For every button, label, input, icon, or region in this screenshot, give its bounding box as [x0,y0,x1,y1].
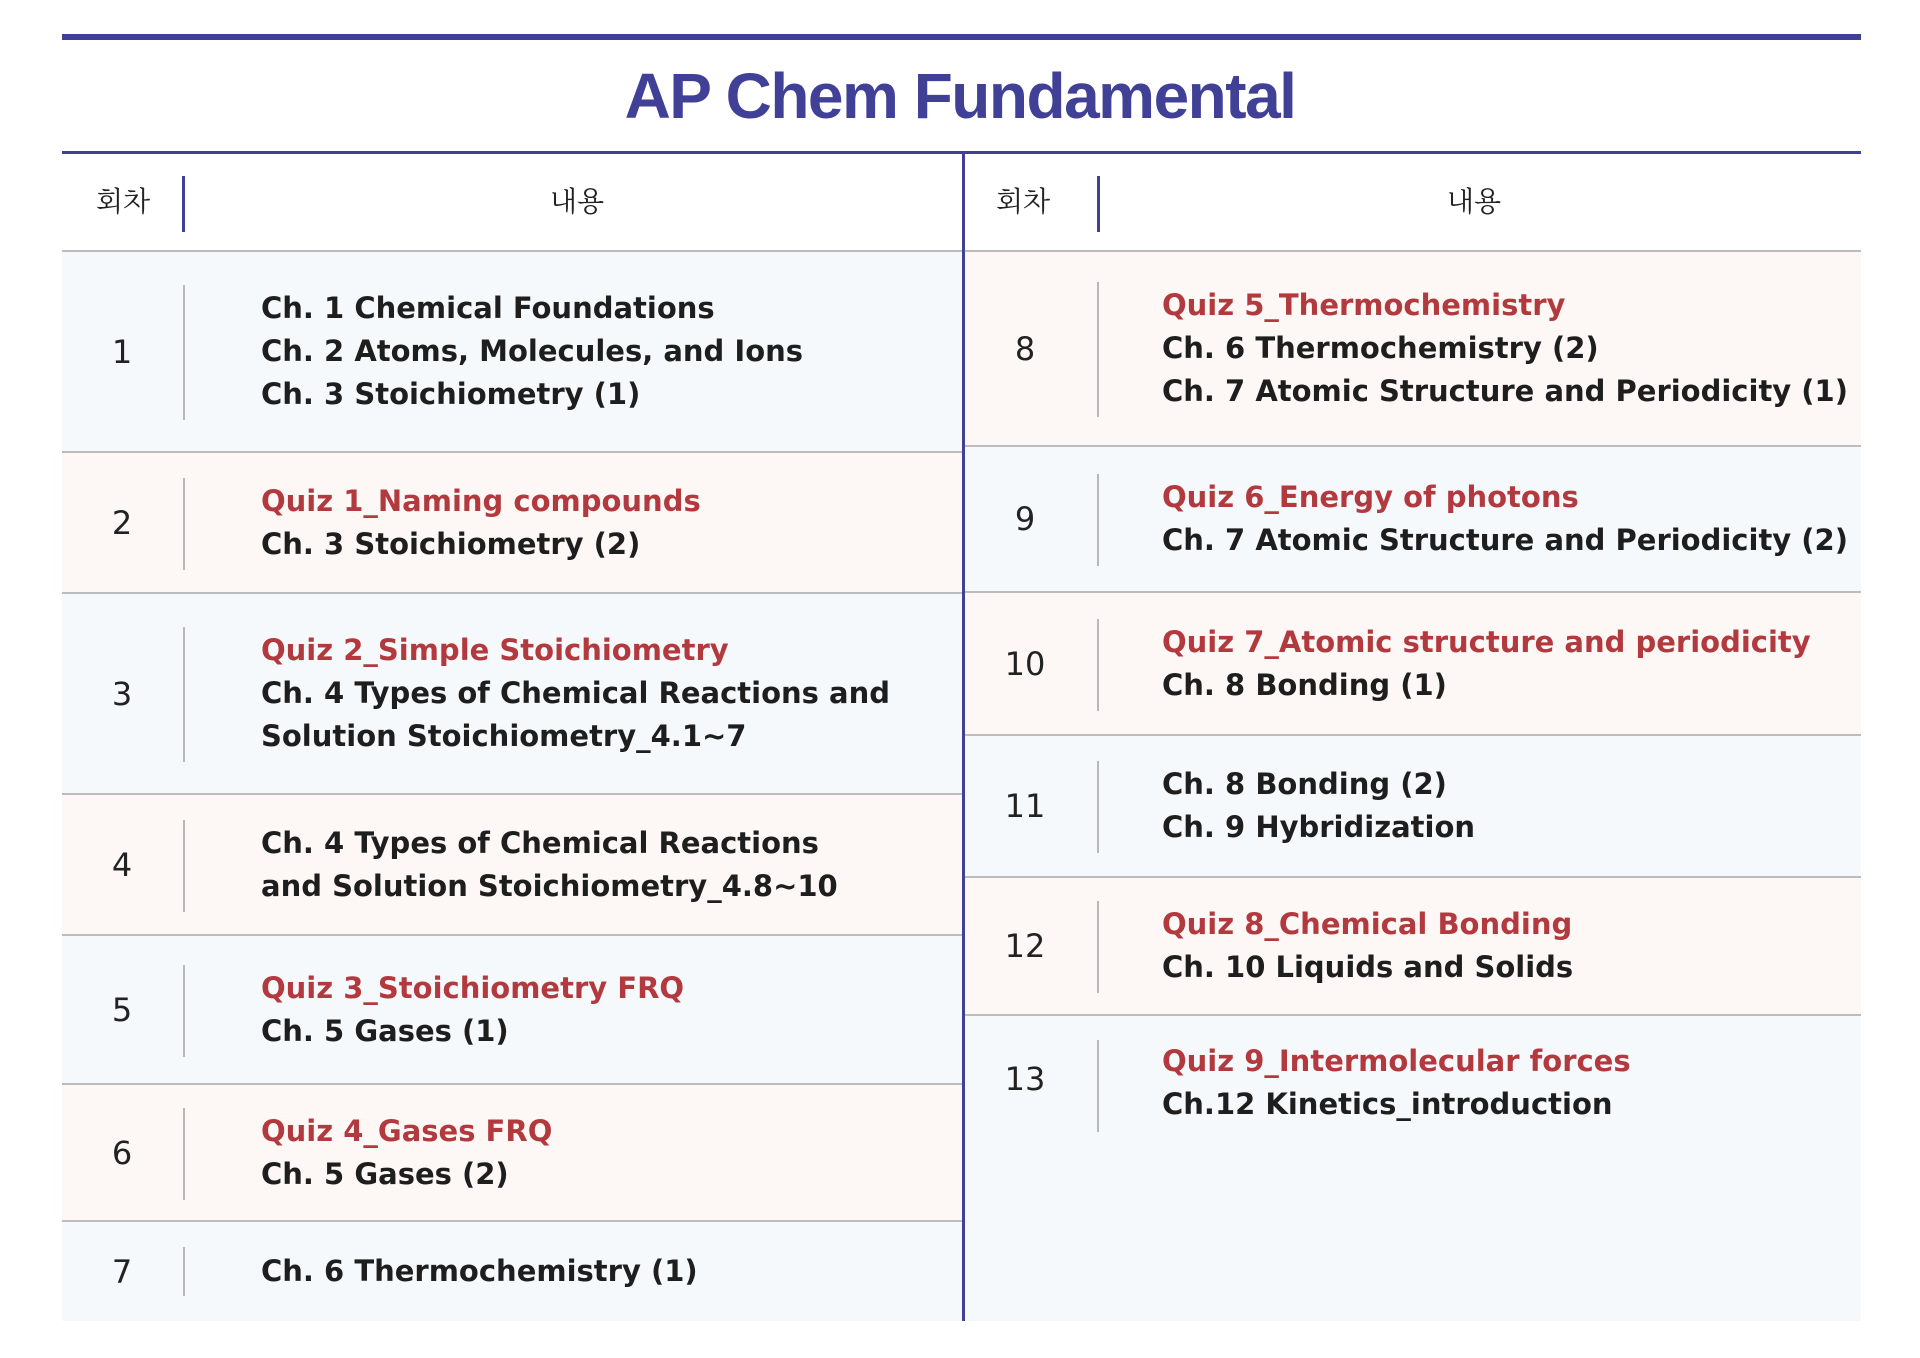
left-column [62,154,962,1318]
session-number: 9 [1014,500,1036,538]
chapter-line: Ch. 4 Types of Chemical Reactions [261,825,819,860]
header-no-label: 회차 [96,185,151,218]
table-row [965,593,1861,736]
table-row [62,1222,962,1321]
table-row [62,594,962,795]
session-number: 10 [1004,644,1046,683]
session-content [261,594,890,793]
table-row [965,1016,1861,1321]
row-separator [183,965,185,1057]
quiz-line: Quiz 9_Intermolecular forces [1162,1044,1631,1078]
chapter-line: and Solution Stoichiometry_4.8~10 [261,868,838,903]
table-row [62,1085,962,1222]
chapter-line: Ch. 6 Thermochemistry (2) [1162,331,1599,365]
session-number: 13 [1004,1060,1046,1098]
session-content [1162,1016,1631,1345]
table-row [965,447,1861,593]
session-number: 3 [111,674,133,713]
chapter-line: Ch. 4 Types of Chemical Reactions and [261,676,890,710]
left-header-row [62,154,962,252]
session-number: 11 [1004,787,1046,825]
table-row [62,936,962,1085]
session-content [261,795,838,934]
row-separator [183,820,185,912]
session-content [1162,736,1475,876]
row-separator [1097,901,1099,993]
row-separator [183,478,185,570]
top-rule [62,34,1861,40]
session-content [261,453,701,592]
chapter-line: Ch. 7 Atomic Structure and Periodicity (2) [1162,523,1848,557]
quiz-line: Quiz 5_Thermochemistry [1162,288,1566,322]
session-content [1162,447,1848,591]
row-separator [183,627,185,762]
row-separator [1097,282,1099,417]
right-header-row [965,154,1861,252]
session-number: 1 [111,332,133,371]
session-number: 5 [111,990,133,1029]
table-row [62,795,962,936]
table-row [965,252,1861,447]
session-number: 8 [1014,329,1036,368]
header-separator [1097,176,1100,232]
right-column [965,154,1861,1318]
row-separator [1097,1040,1099,1132]
header-separator [182,176,185,232]
chapter-line: Ch. 1 Chemical Foundations [261,291,715,325]
quiz-line: Quiz 6_Energy of photons [1162,480,1579,514]
chapter-line: Solution Stoichiometry_4.1~7 [261,719,747,753]
session-number: 6 [111,1133,133,1172]
chapter-line: Ch. 7 Atomic Structure and Periodicity (1) [1162,374,1848,408]
schedule-table [62,151,1861,1321]
quiz-line: Quiz 3_Stoichiometry FRQ [261,970,685,1005]
session-number: 12 [1004,927,1046,965]
header-content-label: 내용 [550,185,605,218]
row-separator [1097,474,1099,566]
page-title: AP Chem Fundamental [624,60,1296,132]
row-separator [1097,761,1099,853]
row-separator [183,1247,185,1296]
chapter-line: Ch. 5 Gases (1) [261,1013,509,1048]
table-row [62,252,962,453]
row-separator [1097,619,1099,711]
session-content [261,936,684,1083]
chapter-line: Ch.12 Kinetics_introduction [1162,1087,1613,1121]
session-number: 4 [111,845,133,884]
row-separator [183,285,185,420]
quiz-line: Quiz 1_Naming compounds [261,483,701,518]
chapter-line: Ch. 5 Gases (2) [261,1156,509,1191]
chapter-line: Ch. 3 Stoichiometry (1) [261,377,641,411]
quiz-line: Quiz 8_Chemical Bonding [1162,907,1573,941]
chapter-line: Ch. 8 Bonding (2) [1162,767,1447,801]
table-row [965,878,1861,1016]
chapter-line: Ch. 9 Hybridization [1162,810,1476,844]
chapter-line: Ch. 8 Bonding (1) [1162,667,1447,702]
quiz-line: Quiz 2_Simple Stoichiometry [261,633,729,667]
header-no-label: 회차 [996,185,1051,218]
session-number: 7 [111,1252,133,1291]
session-content [1162,878,1573,1014]
session-number: 2 [111,503,133,542]
session-content [1162,593,1811,734]
quiz-line: Quiz 7_Atomic structure and periodicity [1162,624,1811,659]
chapter-line: Ch. 2 Atoms, Molecules, and Ions [261,334,804,368]
session-content [261,252,803,451]
table-row [62,453,962,594]
chapter-line: Ch. 10 Liquids and Solids [1162,950,1574,984]
session-content [261,1222,698,1321]
header-content-label: 내용 [1447,185,1502,218]
row-separator [183,1108,185,1200]
chapter-line: Ch. 3 Stoichiometry (2) [261,526,641,561]
session-content [1162,252,1848,445]
table-row [965,736,1861,878]
chapter-line: Ch. 6 Thermochemistry (1) [261,1254,698,1288]
quiz-line: Quiz 4_Gases FRQ [261,1113,553,1148]
session-content [261,1085,552,1220]
